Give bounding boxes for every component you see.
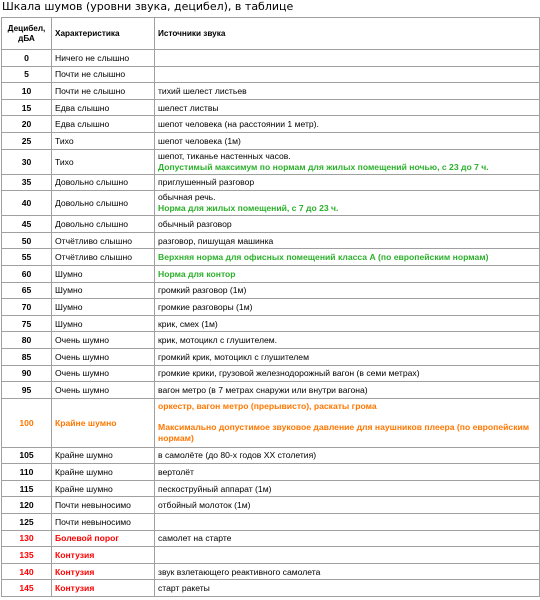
char-cell: Отчётливо слышно xyxy=(52,232,155,249)
table-row xyxy=(2,332,540,349)
source-cell: тихий шелест листьев xyxy=(155,83,540,100)
source-cell xyxy=(155,50,540,67)
db-cell: 115 xyxy=(2,480,52,497)
source-cell: обычный разговор xyxy=(155,216,540,233)
table-row xyxy=(2,447,540,464)
db-cell: 125 xyxy=(2,514,52,531)
source-cell: крик, смех (1м) xyxy=(155,315,540,332)
office-norm-cell: Верхняя норма для офисных помещений класса А (по европейским нормам) xyxy=(155,249,540,266)
char-cell: Ничего не слышно xyxy=(52,50,155,67)
char-cell: Тихо xyxy=(52,149,155,174)
db-cell: 5 xyxy=(2,66,52,83)
db-cell: 145 xyxy=(2,580,52,597)
source-cell: пескоструйный аппарат (1м) xyxy=(155,480,540,497)
table-row xyxy=(2,116,540,133)
char-cell: Крайне шумно xyxy=(52,464,155,481)
db-cell: 65 xyxy=(2,282,52,299)
source-text: обычная речь. xyxy=(158,192,216,203)
char-cell: Крайне шумно xyxy=(52,480,155,497)
char-cell: Шумно xyxy=(52,282,155,299)
noise-scale-table xyxy=(1,17,540,597)
table-row xyxy=(2,66,540,83)
char-cell: Очень шумно xyxy=(52,332,155,349)
source-cell: в самолёте (до 80-х годов XX столетия) xyxy=(155,447,540,464)
db-cell: 110 xyxy=(2,464,52,481)
source-cell: громкий разговор (1м) xyxy=(155,282,540,299)
table-row xyxy=(2,497,540,514)
source-text: шепот, тиканье настенных часов. xyxy=(158,150,291,161)
table-row xyxy=(2,216,540,233)
db-cell: 20 xyxy=(2,116,52,133)
db-cell: 70 xyxy=(2,299,52,316)
table-row xyxy=(2,514,540,531)
db-cell: 60 xyxy=(2,265,52,282)
db-cell: 50 xyxy=(2,232,52,249)
table-row xyxy=(2,174,540,191)
table-row xyxy=(2,50,540,67)
char-cell: Довольно слышно xyxy=(52,174,155,191)
char-cell: Едва слышно xyxy=(52,116,155,133)
source-cell xyxy=(155,398,540,447)
char-cell: Шумно xyxy=(52,265,155,282)
db-cell: 135 xyxy=(2,547,52,564)
db-cell: 40 xyxy=(2,191,52,216)
table-row xyxy=(2,265,540,282)
char-cell: Контузия xyxy=(52,580,155,597)
char-cell: Очень шумно xyxy=(52,365,155,382)
table-row xyxy=(2,563,540,580)
day-norm-note: Норма для жилых помещений, с 7 до 23 ч. xyxy=(158,203,339,214)
db-cell: 90 xyxy=(2,365,52,382)
db-cell: 0 xyxy=(2,50,52,67)
table-row xyxy=(2,365,540,382)
source-cell: вагон метро (в 7 метрах снаружи или внутри вагона) xyxy=(155,382,540,399)
source-cell: крик, мотоцикл с глушителем. xyxy=(155,332,540,349)
char-cell: Крайне шумно xyxy=(52,447,155,464)
night-norm-note: Допустимый максимум по нормам для жилых помещений ночью, с 23 до 7 ч. xyxy=(158,161,489,172)
char-cell: Шумно xyxy=(52,299,155,316)
source-cell: шепот человека (1м) xyxy=(155,132,540,149)
source-cell xyxy=(155,66,540,83)
db-cell: 85 xyxy=(2,348,52,365)
source-text: оркестр, вагон метро (прерывисто), раскаты грома xyxy=(158,401,377,412)
char-cell: Очень шумно xyxy=(52,348,155,365)
source-cell xyxy=(155,149,540,174)
table-header-row xyxy=(2,18,540,50)
table-row xyxy=(2,398,540,447)
page-title: Шкала шумов (уровни звука, децибел), в таблице xyxy=(2,0,294,13)
db-cell: 75 xyxy=(2,315,52,332)
table-row xyxy=(2,83,540,100)
char-cell: Довольно слышно xyxy=(52,216,155,233)
db-cell: 95 xyxy=(2,382,52,399)
char-cell: Почти невыносимо xyxy=(52,497,155,514)
db-cell: 10 xyxy=(2,83,52,100)
table-row xyxy=(2,480,540,497)
source-cell: приглушенный разговор xyxy=(155,174,540,191)
db-cell: 105 xyxy=(2,447,52,464)
db-cell: 130 xyxy=(2,530,52,547)
table-row xyxy=(2,382,540,399)
char-cell: Контузия xyxy=(52,547,155,564)
table-row xyxy=(2,149,540,174)
char-cell: Очень шумно xyxy=(52,382,155,399)
table-row xyxy=(2,530,540,547)
source-cell: вертолёт xyxy=(155,464,540,481)
char-cell: Тихо xyxy=(52,132,155,149)
db-cell: 45 xyxy=(2,216,52,233)
source-cell: шепот человека (на расстоянии 1 метр). xyxy=(155,116,540,133)
table-row xyxy=(2,232,540,249)
header-source: Источники звука xyxy=(155,18,540,50)
table-row xyxy=(2,464,540,481)
char-cell: Почти невыносимо xyxy=(52,514,155,531)
table-row xyxy=(2,99,540,116)
char-cell: Едва слышно xyxy=(52,99,155,116)
db-cell: 30 xyxy=(2,149,52,174)
source-cell xyxy=(155,547,540,564)
headphone-limit-note: Максимально допустимое звуковое давление для наушников плеера (по европейским нормам) xyxy=(158,422,530,444)
table-row xyxy=(2,299,540,316)
char-cell: Шумно xyxy=(52,315,155,332)
source-cell: шелест листвы xyxy=(155,99,540,116)
source-cell: громкий крик, мотоцикл с глушителем xyxy=(155,348,540,365)
table-row xyxy=(2,191,540,216)
source-cell: отбойный молоток (1м) xyxy=(155,497,540,514)
db-cell: 120 xyxy=(2,497,52,514)
table-row xyxy=(2,547,540,564)
db-cell: 100 xyxy=(2,398,52,447)
source-cell: звук взлетающего реактивного самолета xyxy=(155,563,540,580)
source-cell: громкие крики, грузовой железнодорожный вагон (в семи метрах) xyxy=(155,365,540,382)
char-cell: Болевой порог xyxy=(52,530,155,547)
table-row xyxy=(2,315,540,332)
header-characteristic: Характеристика xyxy=(52,18,155,50)
char-cell: Почти не слышно xyxy=(52,66,155,83)
table-row xyxy=(2,580,540,597)
source-cell: старт ракеты xyxy=(155,580,540,597)
db-cell: 80 xyxy=(2,332,52,349)
db-cell: 15 xyxy=(2,99,52,116)
table-row xyxy=(2,282,540,299)
source-cell xyxy=(155,191,540,216)
table-row xyxy=(2,132,540,149)
table-row xyxy=(2,348,540,365)
char-cell: Почти не слышно xyxy=(52,83,155,100)
char-cell: Довольно слышно xyxy=(52,191,155,216)
header-decibel: Децибел, дБА xyxy=(2,18,52,50)
db-cell: 25 xyxy=(2,132,52,149)
table-row xyxy=(2,249,540,266)
char-cell: Крайне шумно xyxy=(52,398,155,447)
source-cell: самолет на старте xyxy=(155,530,540,547)
char-cell: Отчётливо слышно xyxy=(52,249,155,266)
db-cell: 35 xyxy=(2,174,52,191)
table-body xyxy=(2,50,540,597)
source-cell: громкие разговоры (1м) xyxy=(155,299,540,316)
db-cell: 140 xyxy=(2,563,52,580)
char-cell: Контузия xyxy=(52,563,155,580)
source-cell: разговор, пишущая машинка xyxy=(155,232,540,249)
source-cell xyxy=(155,514,540,531)
contor-norm-cell: Норма для контор xyxy=(155,265,540,282)
db-cell: 55 xyxy=(2,249,52,266)
